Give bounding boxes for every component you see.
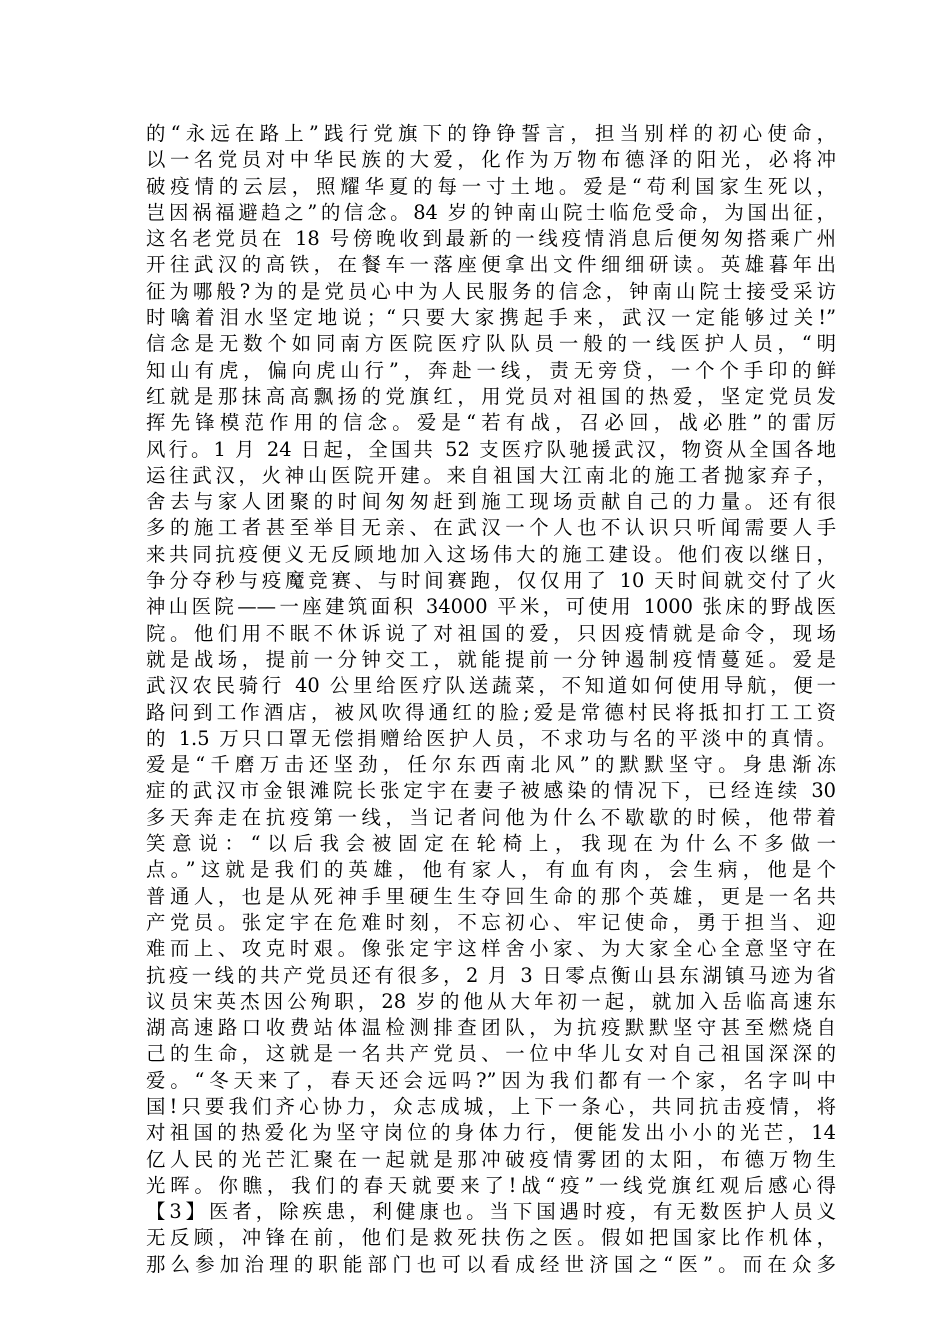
text-line: 多的施工者甚至举目无亲、在武汉一个人也不认识只听闻需要人手: [146, 516, 836, 540]
text-line: 就是战场，提前一分钟交工，就能提前一分钟遏制疫情蔓延。爱是: [146, 647, 836, 671]
text-line: 亿人民的光芒汇聚在一起就是那冲破疫情雾团的太阳，布德万物生: [146, 1147, 836, 1171]
text-line: 破疫情的云层，照耀华夏的每一寸土地。爱是“苟利国家生死以，: [146, 174, 836, 198]
text-line: 争分夺秒与疫魔竞赛、与时间赛跑，仅仅用了 10 天时间就交付了火: [146, 569, 836, 593]
text-line: 来共同抗疫便义无反顾地加入这场伟大的施工建设。他们夜以继日，: [146, 542, 836, 566]
text-line: 爱是“千磨万击还坚劲，任尔东西南北风”的默默坚守。身患渐冻: [146, 753, 836, 777]
text-line: 开往武汉的高铁，在餐车一落座便拿出文件细细研读。英雄暮年出: [146, 253, 836, 277]
text-line: 挥先锋模范作用的信念。爱是“若有战，召必回，战必胜”的雷厉: [146, 411, 836, 435]
text-line: 无反顾，冲锋在前，他们是救死扶伤之医。假如把国家比作机体，: [146, 1226, 836, 1250]
text-line: 多天奔走在抗疫第一线，当记者问他为什么不歇歇的时候，他带着: [146, 805, 836, 829]
text-line: 难而上、攻克时艰。像张定宇这样舍小家、为大家全心全意坚守在: [146, 937, 836, 961]
text-line: 武汉农民骑行 40 公里给医疗队送蔬菜，不知道如何使用导航，便一: [146, 674, 836, 698]
text-line: 笑意说：“以后我会被固定在轮椅上，我现在为什么不多做一: [146, 832, 836, 856]
text-line: 国!只要我们齐心协力，众志成城，上下一条心，共同抗击疫情，将: [146, 1094, 836, 1118]
text-line: 的“永远在路上”践行党旗下的铮铮誓言，担当别样的初心使命，: [146, 122, 836, 145]
text-line: 路问到工作酒店，被风吹得通红的脸;爱是常德村民将抵扣打工工资: [146, 700, 836, 724]
text-line: 己的生命，这就是一名共产党员、一位中华儿女对自己祖国深深的: [146, 1042, 836, 1066]
text-line: 这名老党员在 18 号傍晚收到最新的一线疫情消息后便匆匆搭乘广州: [146, 227, 836, 251]
text-line: 红就是那抹高高飘扬的党旗红，用党员对祖国的热爱，坚定党员发: [146, 384, 836, 408]
text-line: 时噙着泪水坚定地说；“只要大家携起手来，武汉一定能够过关!”: [146, 306, 836, 330]
text-line: 风行。1 月 24 日起，全国共 52 支医疗队驰援武汉，物资从全国各地: [146, 437, 836, 461]
text-line: 征为哪般?为的是党员心中为人民服务的信念，钟南山院士接受采访: [146, 279, 836, 303]
text-line: 那么参加治理的职能部门也可以看成经世济国之“医”。而在众多: [146, 1252, 836, 1276]
text-line: 的 1.5 万只口罩无偿捐赠给医护人员，不求功与名的平淡中的真情。: [146, 726, 836, 750]
text-line: 症的武汉市金银滩院长张定宇在妻子被感染的情况下，已经连续 30: [146, 779, 836, 803]
text-line: 神山医院——一座建筑面积 34000 平米，可使用 1000 张床的野战医: [146, 595, 836, 619]
text-line: 对祖国的热爱化为坚守岗位的身体力行，便能发出小小的光芒，14: [146, 1121, 836, 1145]
text-line: 舍去与家人团聚的时间匆匆赶到施工现场贡献自己的力量。还有很: [146, 490, 836, 514]
text-line: 点。”这就是我们的英雄，他有家人，有血有肉，会生病，他是个: [146, 858, 836, 882]
text-line: 议员宋英杰因公殉职，28 岁的他从大年初一起，就加入岳临高速东: [146, 989, 836, 1013]
text-line: 产党员。张定宇在危难时刻，不忘初心、牢记使命，勇于担当、迎: [146, 910, 836, 934]
text-line: 以一名党员对中华民族的大爱，化作为万物布德泽的阳光，必将冲: [146, 148, 836, 172]
text-line: 【3】医者，除疾患，利健康也。当下国遇时疫，有无数医护人员义: [146, 1200, 836, 1224]
text-line: 光晖。你瞧，我们的春天就要来了!战“疫”一线党旗红观后感心得: [146, 1173, 836, 1197]
text-line: 湖高速路口收费站体温检测排查团队，为抗疫默默坚守甚至燃烧自: [146, 1016, 836, 1040]
text-line: 爱。“冬天来了，春天还会远吗?”因为我们都有一个家，名字叫中: [146, 1068, 836, 1092]
text-line: 信念是无数个如同南方医院医疗队队员一般的一线医护人员，“明: [146, 332, 836, 356]
text-line: 抗疫一线的共产党员还有很多，2 月 3 日零点衡山县东湖镇马迹为省: [146, 963, 836, 987]
text-line: 院。他们用不眠不休诉说了对祖国的爱，只因疫情就是命令，现场: [146, 621, 836, 645]
text-line: 岂因祸福避趋之”的信念。84 岁的钟南山院士临危受命，为国出征，: [146, 200, 836, 224]
body-text: [146, 121, 836, 1278]
text-line: 运往武汉，火神山医院开建。来自祖国大江南北的施工者抛家弃子，: [146, 463, 836, 487]
text-line: 普通人，也是从死神手里硬生生夺回生命的那个英雄，更是一名共: [146, 884, 836, 908]
text-line: 知山有虎，偏向虎山行”，奔赴一线，责无旁贷，一个个手印的鲜: [146, 358, 836, 382]
